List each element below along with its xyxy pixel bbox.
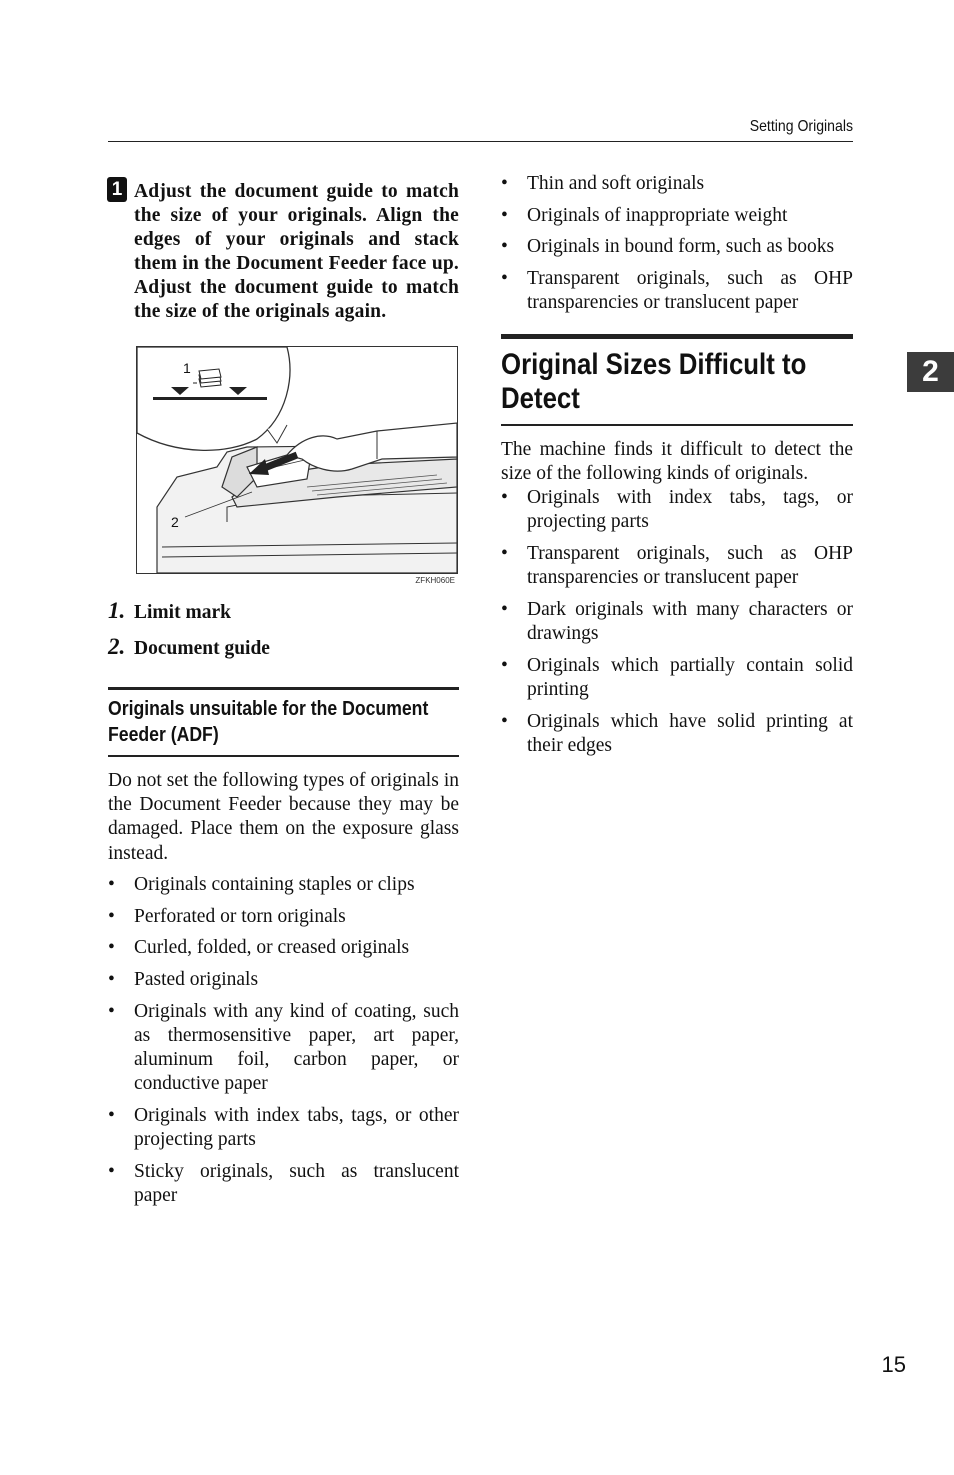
right-column (501, 172, 853, 765)
list-item: • Originals in bound form, such as books (501, 235, 853, 259)
list-item: • Pasted originals (108, 968, 459, 992)
list-item: • Originals of inappropriate weight (501, 204, 853, 228)
list-item: • Originals which have solid printing at their edges (501, 710, 853, 758)
list-item: • Originals with index tabs, tags, or projecting parts (501, 486, 853, 534)
list-item: • Sticky originals, such as translucent paper (108, 1160, 459, 1208)
sizes-heading-block (501, 334, 853, 426)
page-number: 15 (881, 1352, 906, 1377)
legend-label: Limit mark (134, 602, 231, 623)
list-item: • Curled, folded, or creased originals (108, 936, 459, 960)
adf-intro: Do not set the following types of originals in the Document Feeder because they may be damaged. Place them on the exposure glass instead. (108, 770, 459, 864)
running-header: Setting Originals (749, 118, 853, 135)
chapter-tab[interactable]: 2 (907, 352, 954, 392)
list-item: • Dark originals with many characters or drawings (501, 598, 853, 646)
list-item: • Transparent originals, such as OHP transparencies or translucent paper (501, 542, 853, 590)
figure-code: ZFKH060E (415, 576, 455, 585)
list-item: • Originals which partially contain solid printing (501, 654, 853, 702)
figure-legend (108, 598, 459, 670)
legend-label: Document guide (134, 638, 270, 659)
legend-number: 1. (108, 598, 126, 623)
adf-unsuitable-list-continued (501, 172, 853, 316)
legend-item (108, 634, 459, 670)
step-number-badge: 1 (107, 177, 127, 202)
header-rule (108, 141, 853, 142)
adf-unsuitable-list (108, 873, 459, 1208)
step-1 (108, 180, 459, 324)
list-item: • Perforated or torn originals (108, 905, 459, 929)
adf-heading-block (108, 687, 459, 757)
list-item: • Originals with index tabs, tags, or other projecting parts (108, 1104, 459, 1152)
list-item: • Thin and soft originals (501, 172, 853, 196)
legend-item (108, 598, 459, 634)
list-item: • Originals with any kind of coating, such as thermosensitive paper, art paper, aluminum foil, carbon paper, or conductive paper (108, 1000, 459, 1097)
adf-heading: Originals unsuitable for the Document Feeder (ADF) (108, 697, 429, 746)
list-item: • Originals containing staples or clips (108, 873, 459, 897)
legend-number: 2. (108, 634, 126, 659)
left-column (108, 180, 459, 1216)
sizes-section-title: Original Sizes Difficult to Detect (501, 347, 807, 415)
callout-1: 1 (183, 360, 191, 376)
sizes-intro: The machine finds it difficult to detect the size of the following kinds of originals. (501, 438, 853, 484)
adf-drawing (137, 347, 457, 573)
sizes-difficult-list (501, 486, 853, 758)
adf-illustration (136, 346, 458, 585)
step-instruction: Adjust the document guide to match the size of your originals. Align the edges of your originals and stack them in the Document Feeder face up. Adjust the document guide to match the size of the originals again. (134, 181, 459, 322)
callout-2: 2 (171, 514, 179, 530)
list-item: • Transparent originals, such as OHP transparencies or translucent paper (501, 267, 853, 315)
